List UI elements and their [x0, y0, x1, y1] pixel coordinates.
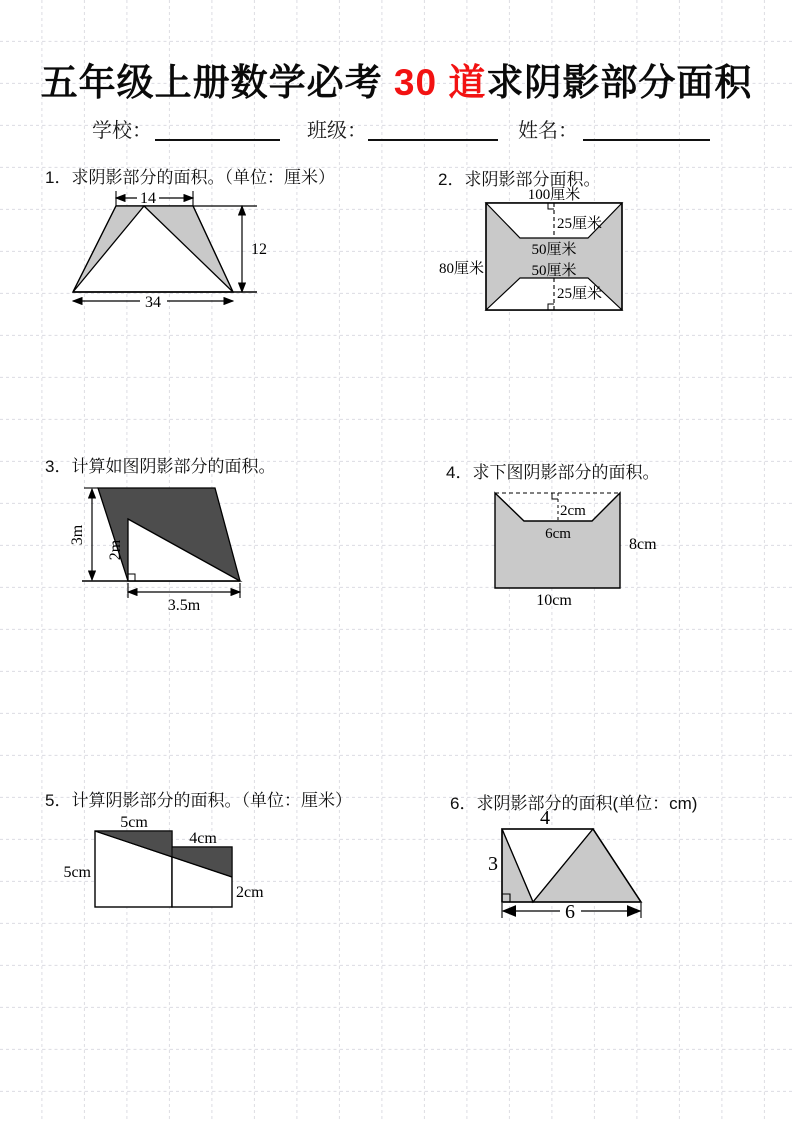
- school-blank-line[interactable]: [155, 139, 280, 141]
- dim-label-50-bottom: 50厘米: [531, 263, 577, 279]
- name-blank-line[interactable]: [583, 139, 710, 141]
- problem-3-heading: 3．计算如图阴影部分的面积。: [45, 457, 276, 476]
- dim-label-height: 80厘米: [438, 261, 484, 277]
- dim-label-4cm: 4cm: [189, 830, 217, 847]
- page-title: [0, 52, 793, 106]
- dim-label-top: 14: [140, 190, 156, 207]
- problem-6-heading: 6．求阴影部分的面积(单位：cm): [450, 794, 698, 813]
- dim-label-5cm-left: 5cm: [63, 864, 91, 881]
- page-title-count: 30 道: [382, 62, 487, 103]
- figure-problem-4: [488, 485, 688, 615]
- dim-label-height: 12: [251, 241, 267, 258]
- dim-label-2cm: 2cm: [236, 884, 264, 901]
- figure-problem-3: [70, 480, 262, 615]
- dim-label-6: 6: [565, 901, 575, 923]
- dim-label-3m: 3m: [69, 524, 86, 546]
- dim-label-25-bottom: 25厘米: [557, 286, 603, 302]
- problem-2-heading: 2．求阴影部分面积。: [438, 170, 601, 189]
- page-title-part1: 五年级上册数学必考: [40, 62, 383, 103]
- right-angle-mark: [552, 493, 558, 499]
- dim-label-2cm: 2cm: [560, 503, 586, 519]
- figure-problem-5: [60, 815, 278, 920]
- dim-label-6cm: 6cm: [545, 526, 571, 542]
- dim-label-width: 100厘米: [527, 187, 581, 203]
- dim-label-5cm-top: 5cm: [120, 814, 148, 831]
- dim-label-8cm: 8cm: [629, 536, 657, 553]
- dim-label-50-top: 50厘米: [531, 242, 577, 258]
- figure-problem-2: [438, 187, 660, 318]
- dim-label-3: 3: [488, 853, 498, 875]
- problem-4-heading: 4．求下图阴影部分的面积。: [446, 463, 660, 482]
- dim-label-3-5m: 3.5m: [167, 597, 201, 614]
- school-label: 学校：: [92, 118, 152, 142]
- dim-label-10cm: 10cm: [536, 592, 572, 609]
- dim-label-2m: 2m: [107, 539, 124, 561]
- dim-label-bottom: 34: [145, 294, 161, 311]
- problem-5-heading: 5．计算阴影部分的面积。（单位：厘米）: [45, 791, 352, 810]
- dim-label-25-top: 25厘米: [557, 216, 603, 232]
- name-label: 姓名：: [518, 118, 578, 142]
- dim-label-4: 4: [540, 807, 550, 829]
- figure-problem-6: [470, 800, 670, 930]
- page-title-part2: 求阴影部分面积: [486, 62, 753, 103]
- class-label: 班级：: [307, 118, 367, 142]
- problem-1-heading: 1．求阴影部分的面积。（单位：厘米）: [45, 168, 335, 187]
- class-blank-line[interactable]: [368, 139, 498, 141]
- figure-problem-1: [60, 188, 290, 320]
